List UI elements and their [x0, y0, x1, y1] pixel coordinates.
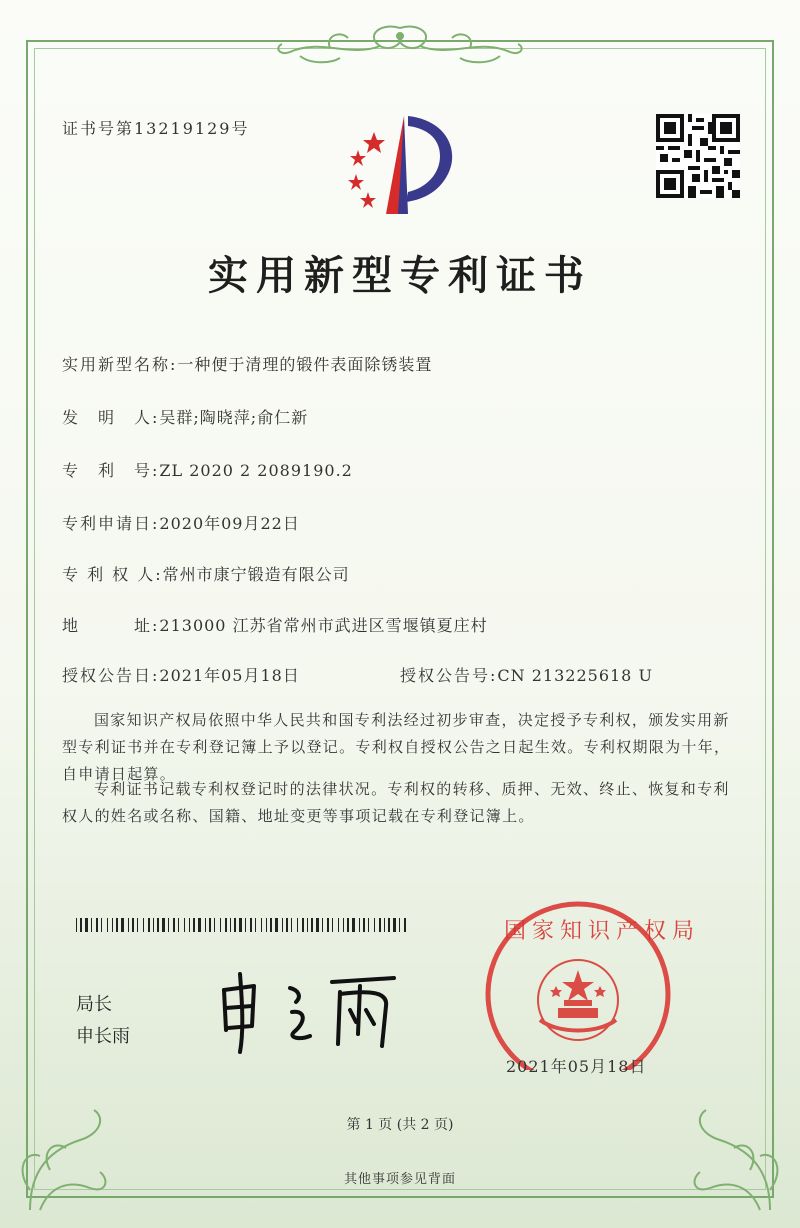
field-patent-number — [62, 458, 353, 481]
handwritten-signature — [210, 960, 410, 1060]
field-label: 专 利 权 人: — [62, 565, 163, 584]
patent-office-logo-icon — [336, 110, 466, 220]
field-address — [62, 613, 488, 636]
bottom-right-ornament-icon — [680, 1060, 790, 1220]
field-utility-model-name — [62, 352, 432, 375]
paragraph-legal-status: 专利证书记载专利权登记时的法律状况。专利权的转移、质押、无效、终止、恢复和专利权人的姓名或名称、国籍、地址变更等事项记载在专利登记簿上。 — [62, 780, 730, 825]
paragraph-grant-statement: 国家知识产权局依照中华人民共和国专利法经过初步审查，决定授予专利权，颁发实用新型专利证书并在专利登记簿上予以登记。专利权自授权公告之日起生效。专利权期限为十年，自申请日起算。 — [62, 711, 731, 783]
field-label: 授权公告日: — [62, 666, 160, 685]
field-value: CN 213225618 U — [497, 666, 653, 685]
bottom-left-ornament-icon — [10, 1060, 120, 1220]
certificate-number: 证书号第13219129号 — [62, 119, 250, 138]
qr-code-icon — [656, 114, 740, 198]
barcode-icon — [76, 918, 408, 932]
field-label: 发 明 人: — [62, 408, 160, 427]
field-label: 地 址: — [62, 616, 160, 635]
page-indicator: 第 1 页 (共 2 页) — [346, 1117, 454, 1133]
seal-text — [478, 900, 701, 1050]
field-value: ZL 2020 2 2089190.2 — [159, 461, 353, 480]
field-patentee — [62, 562, 350, 585]
page-title: 实用新型专利证书 — [208, 252, 592, 299]
field-grant-number — [400, 663, 653, 686]
field-value: 吴群;陶晓萍;俞仁新 — [159, 408, 309, 427]
field-label: 专 利 号: — [62, 461, 160, 480]
field-filing-date — [62, 511, 300, 534]
field-label: 专利申请日: — [62, 514, 160, 533]
field-value: 213000 江苏省常州市武进区雪堰镇夏庄村 — [159, 616, 488, 635]
signature-title: 局长 — [76, 994, 112, 1015]
field-inventors — [62, 405, 308, 428]
top-ornament-icon — [270, 18, 530, 72]
field-value: 2021年05月18日 — [159, 666, 300, 685]
signature-name: 申长雨 — [76, 1026, 130, 1047]
field-label: 实用新型名称: — [62, 355, 178, 374]
field-grant-date — [62, 663, 300, 686]
seal-name: 国家知识产权局 — [504, 919, 701, 944]
field-value: 一种便于清理的锻件表面除锈装置 — [177, 355, 433, 374]
field-label: 授权公告号: — [400, 666, 498, 685]
field-value: 2020年09月22日 — [159, 514, 300, 533]
footer-note: 其他事项参见背面 — [343, 1172, 456, 1187]
seal-date: 2021年05月18日 — [506, 1057, 647, 1076]
field-value: 常州市康宁锻造有限公司 — [162, 565, 350, 584]
